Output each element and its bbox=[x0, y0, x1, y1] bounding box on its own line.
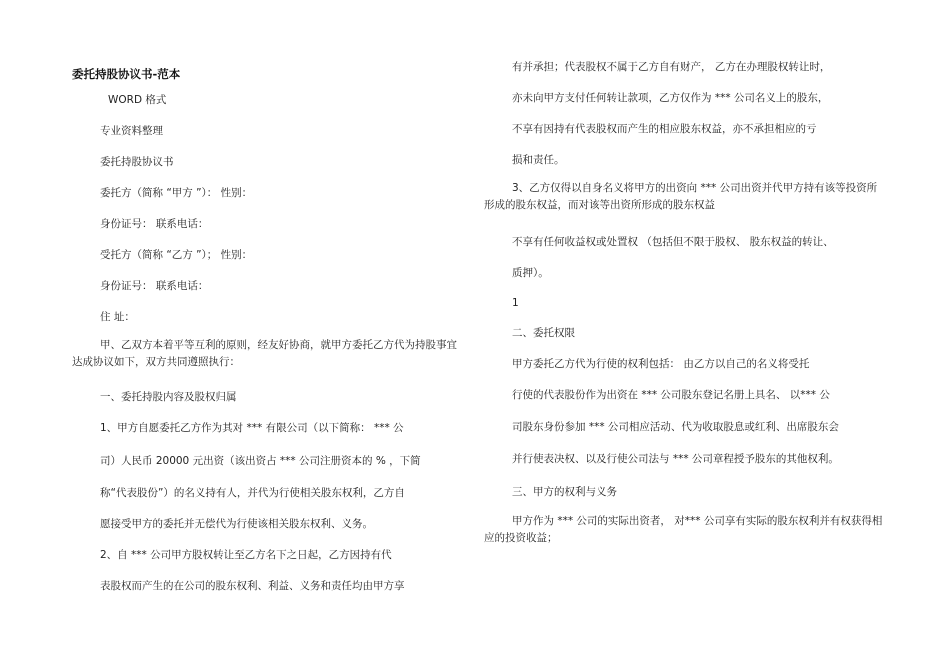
clause-3-line-4: 质押）。 bbox=[512, 267, 549, 279]
clause-2-line-3: 有并承担；代表股权不属于乙方自有财产， 乙方在办理股权转让时， bbox=[512, 61, 831, 73]
clause-1-line-4: 愿接受甲方的委托并无偿代为行使该相关股东权利、义务。 bbox=[100, 518, 373, 530]
clause-1-line-2: 司）人民币 20000 元出资（该出资占 *** 公司注册资本的 % ，下简 bbox=[100, 455, 421, 467]
clause-2-line-5: 不享有因持有代表股权而产生的相应股东权益，亦不承担相应的亏 bbox=[512, 123, 817, 135]
clause-2-line-6: 损和责任。 bbox=[512, 154, 565, 166]
authority-line-2: 行使的代表股份作为出资在 *** 公司股东登记名册上具名、 以*** 公 bbox=[512, 389, 830, 401]
authority-line-4: 并行使表决权、以及行使公司法与 *** 公司章程授予股东的其他权利。 bbox=[512, 453, 839, 465]
document-title: 委托持股协议书-范本 bbox=[72, 67, 181, 81]
clause-3-line-3: 不享有任何收益权或处置权 （包括但不限于股权、 股东权益的转让、 bbox=[512, 236, 834, 248]
preamble-paragraph: 甲、乙双方本着平等互利的原则，经友好协商，就甲方委托乙方代为持股事宜达成协议如下，双方共同遵照执行： bbox=[72, 339, 457, 368]
principal-id-line: 身份证号： 联系电话： bbox=[100, 218, 209, 230]
agreement-heading: 委托持股协议书 bbox=[100, 156, 174, 168]
address-line: 住 址： bbox=[100, 311, 135, 323]
clause-2-line-4: 亦未向甲方支付任何转让款项，乙方仅作为 *** 公司名义上的股东， bbox=[512, 92, 829, 104]
section-3-heading: 三、甲方的权利与义务 bbox=[512, 486, 617, 498]
clause-3-paragraph: 3、乙方仅得以自身名义将甲方的出资向 *** 公司出资并代甲方持有该等投资所形成的股东权益，而对该等出资所形成的股东权益 bbox=[484, 182, 878, 211]
principal-line: 委托方（简称 “甲方 ”）： 性别： bbox=[100, 187, 253, 199]
trustee-id-line: 身份证号： 联系电话： bbox=[100, 280, 209, 292]
trustee-line: 受托方（简称 “乙方 ”）； 性别： bbox=[100, 249, 253, 261]
authority-line-1: 甲方委托乙方代为行使的权利包括： 由乙方以自己的名义将受托 bbox=[512, 358, 810, 370]
clause-2-line-2: 表股权而产生的在公司的股东权利、利益、义务和责任均由甲方享 bbox=[100, 580, 405, 592]
section-2-heading: 二、委托权限 bbox=[512, 327, 575, 339]
clause-2-line-1: 2、自 *** 公司甲方股权转让至乙方名下之日起，乙方因持有代 bbox=[100, 549, 392, 561]
word-format-label: WORD 格式 bbox=[108, 94, 167, 106]
page-number: 1 bbox=[512, 297, 519, 309]
professional-data-label: 专业资料整理 bbox=[100, 125, 163, 137]
section-1-heading: 一、委托持股内容及股权归属 bbox=[100, 391, 237, 403]
authority-line-3: 司股东身份参加 *** 公司相应活动、代为收取股息或红利、出席股东会 bbox=[512, 421, 839, 433]
clause-1-line-1: 1、甲方自愿委托乙方作为其对 *** 有限公司（以下简称： *** 公 bbox=[100, 422, 404, 434]
clause-1-line-3: 称“代表股份”）的名义持有人，并代为行使相关股东权利，乙方自 bbox=[100, 487, 405, 499]
principal-rights-paragraph: 甲方作为 *** 公司的实际出资者， 对*** 公司享有实际的股东权利并有权获得相应的投资收益； bbox=[484, 515, 883, 544]
